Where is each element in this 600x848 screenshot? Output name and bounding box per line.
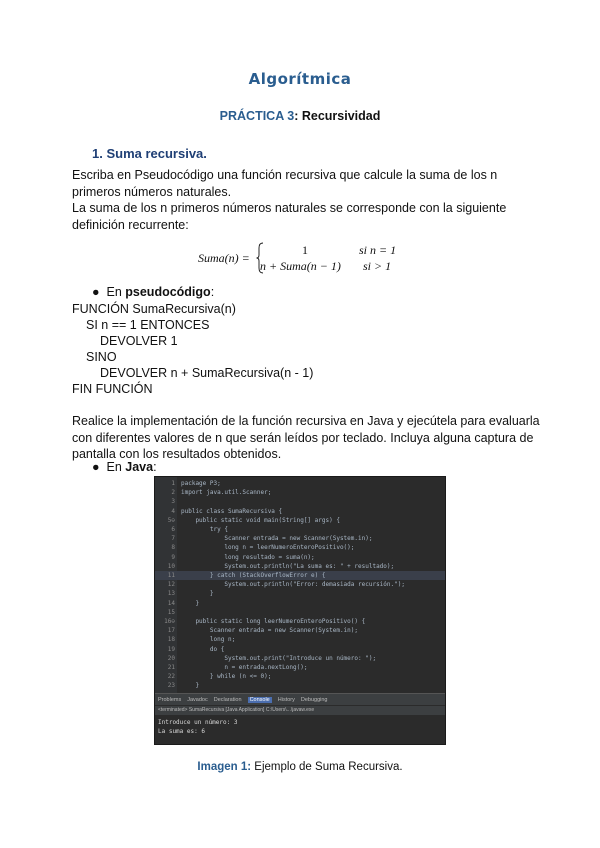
code-line: [155, 654, 445, 663]
bullet-bold: Java: [125, 460, 154, 474]
code-line: [155, 562, 445, 571]
bullet-dot: ●: [92, 460, 107, 474]
pseudo-line: DEVOLVER n + SumaRecursiva(n - 1): [100, 366, 314, 380]
code-text: do {: [181, 645, 225, 653]
code-text: System.out.print("Introduce un número: ");: [181, 654, 377, 662]
text-line: con diferentes valores de n que serán leídos por teclado. Incluya alguna captura de: [72, 430, 534, 445]
java-paragraph: [72, 413, 542, 463]
code-line: [155, 497, 445, 506]
code-text: import java.util.Scanner;: [181, 489, 272, 497]
line-number: 4: [171, 507, 175, 515]
case2-expr: n + Suma(n − 1): [260, 259, 341, 273]
console-tab[interactable]: Problems: [158, 696, 182, 703]
text-line: pantalla con los resultados obtenidos.: [72, 447, 282, 461]
console-tab[interactable]: Debugging: [300, 696, 328, 703]
ide-screenshot: [154, 476, 446, 745]
bullet-suffix: :: [210, 285, 215, 299]
pseudo-line: DEVOLVER 1: [100, 334, 178, 348]
line-number: 15: [167, 608, 175, 616]
line-number: 13: [167, 590, 175, 598]
console-output: [155, 715, 445, 744]
console-tab[interactable]: Console: [249, 696, 270, 703]
line-number: 18: [167, 636, 175, 644]
recurrence-formula: [198, 242, 408, 274]
code-line: [155, 479, 445, 488]
practice-topic: : Recursividad: [294, 109, 381, 123]
code-line: [155, 663, 445, 672]
text-line: Escriba en Pseudocódigo una función recursiva que calcule la suma de los n: [72, 168, 498, 182]
code-line: [155, 635, 445, 644]
bullet-prefix: En: [106, 460, 126, 474]
code-text: n = entrada.nextLong();: [181, 664, 308, 671]
line-number: 17: [167, 627, 175, 635]
line-number: 3: [171, 498, 175, 506]
case1-cond: si n = 1: [359, 243, 397, 257]
code-text: } catch (StackOverflowError e) {: [181, 572, 326, 579]
code-text: long n = leerNumeroEnteroPositivo();: [181, 544, 355, 552]
line-number: 8: [171, 544, 175, 552]
line-number: 6: [171, 526, 175, 533]
code-text: try {: [181, 526, 228, 533]
code-editor: [155, 477, 445, 693]
practice-label: PRÁCTICA 3: [219, 109, 295, 123]
figure-caption: [0, 761, 600, 773]
pseudo-line: FIN FUNCIÓN: [72, 382, 153, 396]
line-number: 20: [167, 654, 175, 662]
code-line: [155, 553, 445, 562]
code-text: }: [181, 682, 200, 690]
console-line: Introduce un número: 3: [158, 719, 238, 726]
line-number: 23: [167, 682, 175, 690]
intro-paragraph: [72, 167, 542, 233]
practice-subtitle: [0, 109, 600, 123]
code-line: [155, 525, 445, 534]
code-text: System.out.println("Error: demasiada recursión.");: [181, 581, 405, 589]
caption-text: Ejemplo de Suma Recursiva.: [251, 761, 403, 773]
pseudo-line: SINO: [86, 350, 117, 364]
code-text: long resultado = suma(n);: [181, 553, 315, 561]
case2-cond: si > 1: [363, 259, 392, 273]
code-text: } while (n <= 0);: [181, 673, 272, 681]
code-line: [155, 681, 445, 690]
code-line: [155, 507, 445, 516]
line-number: 2: [171, 489, 175, 497]
line-number: 19: [167, 645, 175, 653]
bullet-suffix: :: [153, 460, 157, 474]
console-tab[interactable]: Javadoc: [187, 696, 208, 703]
text-line: primeros números naturales.: [72, 184, 232, 199]
section-heading: 1. Suma recursiva.: [92, 146, 207, 161]
pseudocode-block: [72, 301, 313, 397]
code-line: [155, 534, 445, 543]
code-text: }: [181, 599, 200, 607]
console-line: La suma es: 6: [158, 728, 205, 735]
pseudo-bullet: [92, 285, 214, 299]
line-number: 9: [171, 553, 175, 561]
code-line: [155, 599, 445, 608]
pseudo-line: FUNCIÓN SumaRecursiva(n): [72, 302, 236, 316]
code-line: [155, 645, 445, 654]
console-tab[interactable]: Declaration: [213, 696, 242, 703]
bullet-prefix: En: [106, 285, 126, 299]
line-number: 11: [167, 572, 175, 579]
text-line: Realice la implementación de la función recursiva en Java y ejecútela para evaluarla: [72, 414, 540, 428]
java-bullet: [92, 460, 157, 474]
code-text: }: [181, 590, 214, 598]
code-text: Scanner entrada = new Scanner(System.in);: [181, 535, 373, 543]
code-line: [155, 571, 445, 580]
code-line: [155, 672, 445, 681]
case1-expr: 1: [302, 243, 308, 257]
line-number: 10: [167, 562, 175, 570]
bullet-dot: ●: [92, 285, 107, 299]
page-title: Algorítmica: [248, 70, 352, 88]
text-line: definición recurrente:: [72, 217, 189, 232]
line-number: 16⊖: [164, 618, 175, 625]
code-line: [155, 589, 445, 598]
caption-label: Imagen 1:: [197, 761, 252, 773]
code-text: System.out.println("La suma es: " + resultado);: [181, 562, 395, 570]
line-number: 5⊖: [167, 516, 175, 524]
console-header: <terminated> SumaRecursiva [Java Application] C:\Users\...\javaw.exe: [155, 706, 445, 715]
code-line: [155, 608, 445, 617]
code-line: [155, 488, 445, 497]
code-text: public class SumaRecursiva {: [181, 507, 283, 515]
text-line: La suma de los n primeros números naturales se corresponde con la siguiente: [72, 201, 507, 215]
code-line: [155, 516, 445, 525]
line-number: 21: [167, 664, 175, 671]
line-number: 1: [171, 480, 175, 487]
code-text: public static long leerNumeroEnteroPositivo() {: [181, 618, 366, 625]
code-line: [155, 580, 445, 589]
bullet-bold: pseudocódigo: [125, 285, 211, 299]
code-text: long n;: [181, 636, 236, 644]
code-line: [155, 626, 445, 635]
console-tabs: [155, 693, 445, 705]
line-number: 14: [167, 599, 175, 607]
console-tab[interactable]: History: [277, 696, 295, 703]
formula-lhs: Suma(n) =: [198, 251, 250, 265]
code-line: [155, 617, 445, 626]
line-number: 12: [167, 581, 175, 589]
code-text: Scanner entrada = new Scanner(System.in);: [181, 627, 359, 635]
code-text: public static void main(String[] args) {: [181, 516, 340, 524]
code-line: [155, 543, 445, 552]
pseudo-line: SI n == 1 ENTONCES: [86, 318, 210, 332]
line-number: 22: [167, 673, 175, 681]
line-number: 7: [171, 535, 175, 543]
code-text: package P3;: [181, 480, 221, 487]
